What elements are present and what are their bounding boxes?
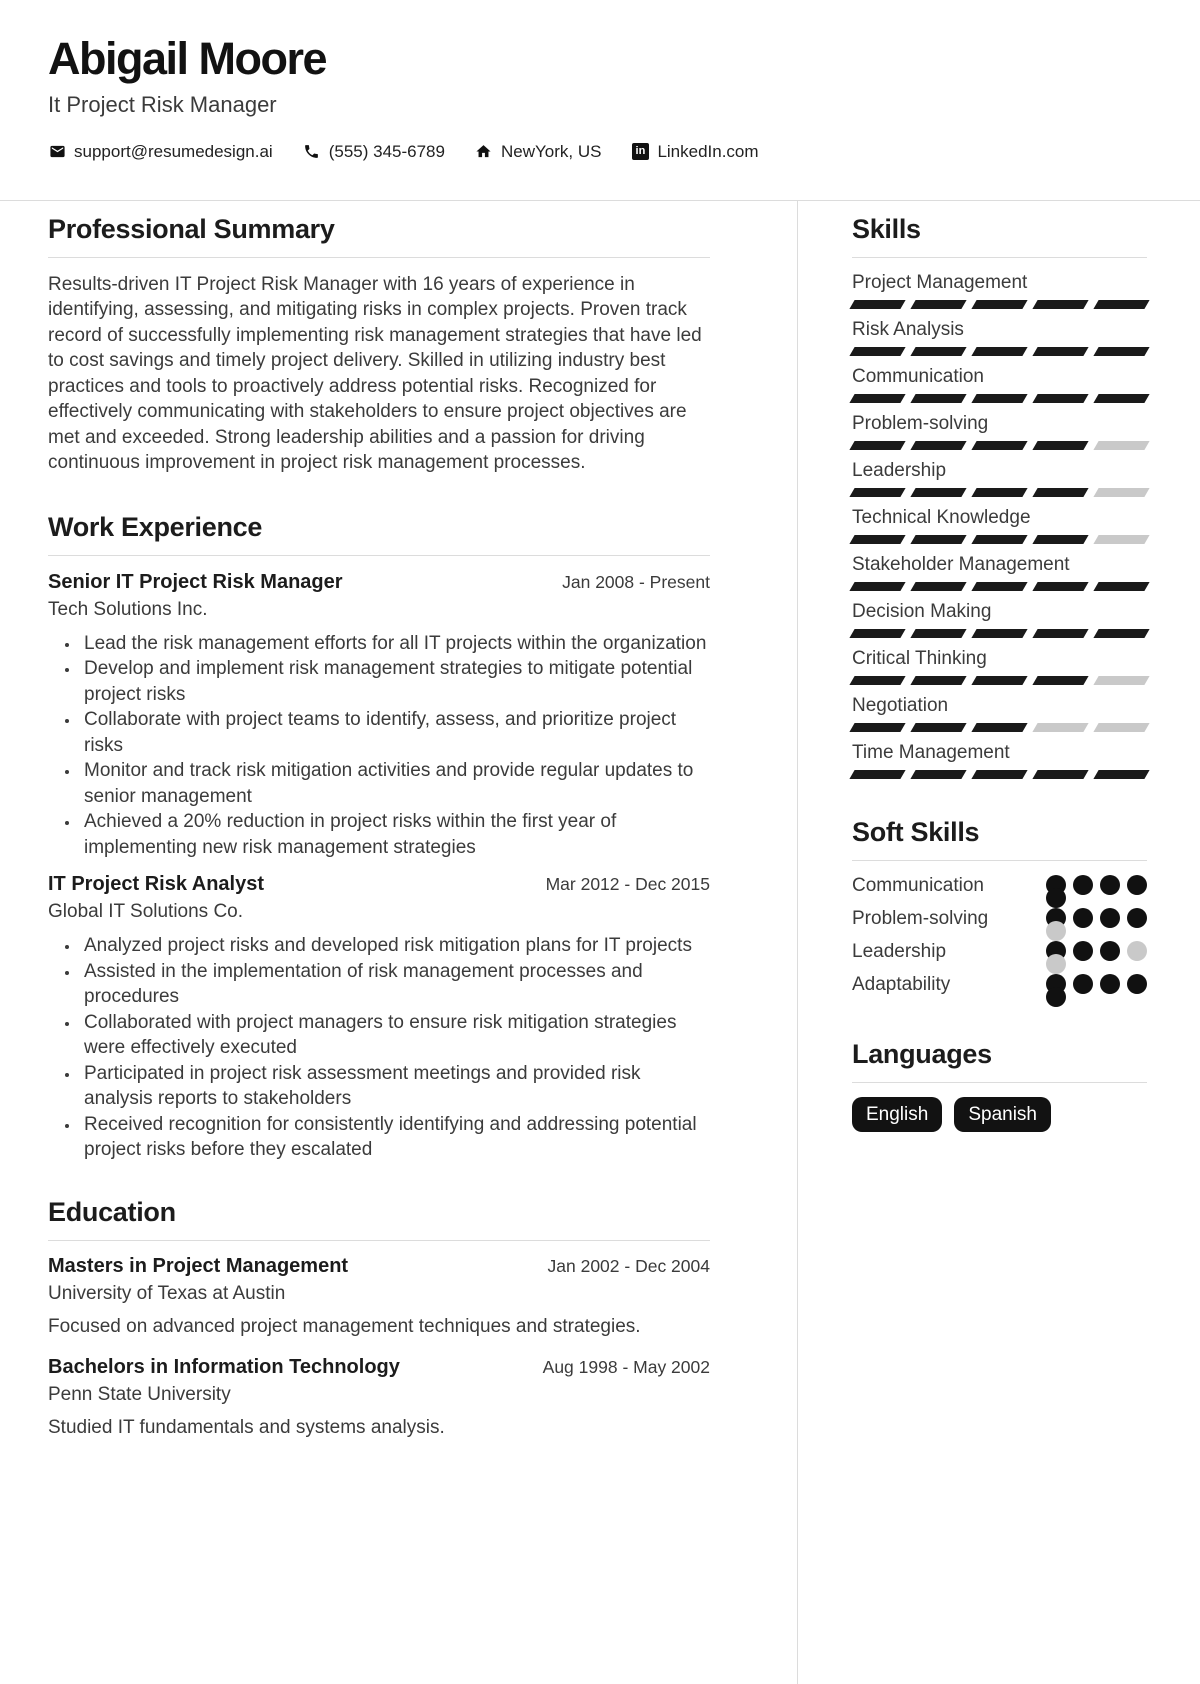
- skill-bar-segment: [1093, 394, 1149, 403]
- skill-bar-segment: [1032, 347, 1088, 356]
- job-list: [48, 570, 710, 1163]
- job-company: Global IT Solutions Co.: [48, 901, 244, 922]
- skill-bar: [852, 676, 1147, 685]
- section-rule: [48, 1240, 710, 1241]
- job-bullet: • Lead the risk management efforts for all IT projects within the organization: [80, 631, 710, 657]
- skill-item: [852, 695, 1147, 732]
- soft-skills-list: [852, 875, 1147, 1007]
- skill-bar: [852, 347, 1147, 356]
- skill-bar-segment: [910, 770, 966, 779]
- rating-dot: [1046, 954, 1066, 974]
- skill-label: Leadership: [852, 459, 947, 481]
- soft-skill-label: Communication: [852, 874, 984, 896]
- skill-bar-segment: [849, 629, 905, 638]
- skill-bar-segment: [1032, 488, 1088, 497]
- education-section: [48, 1197, 710, 1440]
- skill-item: [852, 648, 1147, 685]
- rating-dot: [1046, 888, 1066, 908]
- skill-bar-segment: [849, 723, 905, 732]
- soft-skills-heading: Soft Skills: [852, 816, 980, 847]
- education-header: [48, 1254, 710, 1278]
- soft-skill-label: Leadership: [852, 940, 947, 962]
- skill-bar-segment: [849, 770, 905, 779]
- skill-item: [852, 366, 1147, 403]
- email-icon: [48, 143, 66, 161]
- skill-bar: [852, 300, 1147, 309]
- skill-bar-segment: [1032, 535, 1088, 544]
- soft-skill-item: [852, 974, 1147, 1007]
- skill-bar-segment: [849, 676, 905, 685]
- skill-bar-segment: [910, 723, 966, 732]
- education-school: Penn State University: [48, 1383, 231, 1405]
- summary-text: Results-driven IT Project Risk Manager with 16 years of experience in identifying, assessing, and mitigating risks in complex projects. Proven track record of successfully implementing risk management strategies that have led to cost savings and timely project delivery. Skilled in utilizing industry best practices and tools to proactively address potential risks. Recognized for effectively communicating with stakeholders to ensure project objectives are met and exceeded. Strong leadership abilities and a passion for driving continuous improvement in project risk management processes.: [48, 273, 702, 473]
- skill-bar-segment: [849, 300, 905, 309]
- summary-section: [48, 214, 710, 476]
- job-dates: Jan 2008 - Present: [562, 571, 710, 592]
- skill-item: [852, 460, 1147, 497]
- skill-label: Project Management: [852, 271, 1028, 293]
- skill-label: Negotiation: [852, 694, 949, 716]
- contact-text: support@resumedesign.ai: [74, 141, 273, 161]
- education-entry: [48, 1355, 710, 1440]
- skill-bar: [852, 582, 1147, 591]
- skill-bar-segment: [971, 394, 1027, 403]
- skill-bar-segment: [1093, 488, 1149, 497]
- skill-bar-segment: [971, 582, 1027, 591]
- skill-bar-segment: [1032, 676, 1088, 685]
- skill-bar: [852, 394, 1147, 403]
- skill-bar-segment: [910, 347, 966, 356]
- rating-dot: [1127, 974, 1147, 994]
- language-chip: English: [852, 1097, 942, 1132]
- skill-item: [852, 413, 1147, 450]
- section-rule: [852, 860, 1147, 861]
- sidebar-column: [852, 162, 1147, 1132]
- education-header: [48, 1355, 710, 1379]
- skill-bar-segment: [1032, 723, 1088, 732]
- job-bullet: • Achieved a 20% reduction in project risks within the first year of implementing new risk management strategies: [80, 809, 710, 860]
- language-chip: Spanish: [954, 1097, 1051, 1132]
- skill-bar-segment: [1032, 582, 1088, 591]
- education-description: Focused on advanced project management techniques and strategies.: [48, 1315, 641, 1337]
- skill-bar-segment: [1093, 770, 1149, 779]
- skill-bar-segment: [1093, 300, 1149, 309]
- skill-label: Time Management: [852, 741, 1010, 763]
- education-list: [48, 1254, 710, 1440]
- skill-bar-segment: [1032, 629, 1088, 638]
- skill-bar-segment: [1032, 394, 1088, 403]
- skill-label: Decision Making: [852, 600, 992, 622]
- job-dates: Mar 2012 - Dec 2015: [545, 874, 710, 894]
- soft-skills-section: [852, 817, 1147, 1007]
- skills-list: [852, 272, 1147, 779]
- column-divider: [797, 201, 798, 1684]
- skill-bar-segment: [971, 723, 1027, 732]
- skill-bar-segment: [910, 394, 966, 403]
- resume-header: [0, 0, 1200, 162]
- languages-section: [852, 1039, 1147, 1132]
- soft-skill-label: Adaptability: [852, 973, 951, 995]
- skill-bar-segment: [971, 300, 1027, 309]
- job-bullet: • Assisted in the implementation of risk management processes and procedures: [80, 959, 710, 1010]
- soft-skill-dots: [1046, 974, 1147, 994]
- rating-dot: [1100, 908, 1120, 928]
- summary-heading: Professional Summary: [48, 213, 335, 244]
- skill-bar-segment: [910, 535, 966, 544]
- rating-dot: [1073, 908, 1093, 928]
- contact-text: (555) 345-6789: [328, 141, 445, 161]
- job-bullets: [48, 631, 710, 861]
- skill-label: Risk Analysis: [852, 318, 964, 340]
- skill-item: [852, 601, 1147, 638]
- job-bullet: • Collaborate with project teams to identify, assess, and prioritize project risks: [80, 707, 710, 758]
- skill-bar-segment: [1093, 582, 1149, 591]
- contact-item: [475, 142, 601, 162]
- soft-skill-item: [852, 941, 1147, 974]
- soft-skill-dots: [1046, 908, 1147, 928]
- soft-skill-dots: [1046, 875, 1147, 895]
- skill-label: Communication: [852, 365, 984, 387]
- soft-skill-item: [852, 908, 1147, 941]
- soft-skill-label: Problem-solving: [852, 907, 989, 929]
- skill-bar-segment: [849, 441, 905, 450]
- skill-bar-segment: [971, 441, 1027, 450]
- skill-bar-segment: [971, 488, 1027, 497]
- contact-item: [303, 142, 445, 162]
- skill-item: [852, 742, 1147, 779]
- contact-item: [48, 142, 273, 162]
- job-title: Senior IT Project Risk Manager: [48, 570, 343, 593]
- rating-dot: [1073, 941, 1093, 961]
- contact-row: [48, 142, 1200, 162]
- skill-bar-segment: [849, 394, 905, 403]
- skill-bar-segment: [910, 488, 966, 497]
- job-company: Tech Solutions Inc.: [48, 598, 208, 620]
- education-description: Studied IT fundamentals and systems analysis.: [48, 1416, 445, 1438]
- skill-bar-segment: [910, 582, 966, 591]
- soft-skill-dots: [1046, 941, 1147, 961]
- skill-bar-segment: [910, 629, 966, 638]
- rating-dot: [1100, 941, 1120, 961]
- skill-bar-segment: [910, 300, 966, 309]
- skill-bar-segment: [849, 488, 905, 497]
- job-title: IT Project Risk Analyst: [48, 873, 264, 895]
- skill-bar-segment: [1093, 676, 1149, 685]
- education-school: University of Texas at Austin: [48, 1282, 286, 1304]
- job-bullet: • Analyzed project risks and developed risk mitigation plans for IT projects: [80, 933, 710, 959]
- languages-heading: Languages: [852, 1038, 992, 1069]
- rating-dot: [1100, 974, 1120, 994]
- contact-item: [631, 142, 758, 162]
- main-column: [48, 162, 710, 1440]
- content-columns: [0, 162, 1200, 1440]
- section-rule: [852, 1082, 1147, 1083]
- skill-bar-segment: [971, 347, 1027, 356]
- education-heading: Education: [48, 1196, 176, 1227]
- job-bullet: • Received recognition for consistently identifying and addressing potential project risks before they escalated: [80, 1112, 710, 1163]
- skill-bar-segment: [910, 676, 966, 685]
- skill-bar: [852, 535, 1147, 544]
- skill-bar-segment: [1093, 629, 1149, 638]
- skill-bar: [852, 441, 1147, 450]
- education-degree: Bachelors in Information Technology: [48, 1355, 400, 1378]
- rating-dot: [1073, 974, 1093, 994]
- skill-bar-segment: [971, 629, 1027, 638]
- education-dates: Aug 1998 - May 2002: [542, 1356, 710, 1377]
- skill-bar-segment: [1032, 300, 1088, 309]
- home-icon: [475, 143, 493, 161]
- skill-bar: [852, 629, 1147, 638]
- skill-bar-segment: [1093, 441, 1149, 450]
- skill-bar-segment: [971, 770, 1027, 779]
- candidate-title: It Project Risk Manager: [48, 91, 277, 117]
- experience-heading: Work Experience: [48, 511, 263, 542]
- skill-bar: [852, 770, 1147, 779]
- job-entry: [48, 570, 710, 861]
- job-bullets: [48, 933, 710, 1163]
- candidate-name: Abigail Moore: [48, 33, 327, 84]
- skill-bar-segment: [971, 535, 1027, 544]
- education-dates: Jan 2002 - Dec 2004: [547, 1255, 710, 1276]
- contact-text: NewYork, US: [500, 141, 602, 161]
- skills-heading: Skills: [852, 213, 921, 244]
- rating-dot: [1127, 941, 1147, 961]
- skill-label: Technical Knowledge: [852, 506, 1031, 528]
- job-bullet: • Participated in project risk assessment meetings and provided risk analysis reports to stakeholders: [80, 1061, 710, 1112]
- rating-dot: [1046, 921, 1066, 941]
- skill-item: [852, 554, 1147, 591]
- skill-bar-segment: [1032, 770, 1088, 779]
- education-degree: Masters in Project Management: [48, 1254, 349, 1277]
- contact-text: LinkedIn.com: [657, 141, 759, 161]
- rating-dot: [1127, 908, 1147, 928]
- skill-bar-segment: [849, 535, 905, 544]
- skills-section: [852, 214, 1147, 779]
- skill-bar-segment: [1093, 723, 1149, 732]
- rating-dot: [1127, 875, 1147, 895]
- skill-item: [852, 272, 1147, 309]
- skill-bar-segment: [1032, 441, 1088, 450]
- job-header: [48, 570, 710, 594]
- section-rule: [48, 555, 710, 556]
- skill-label: Critical Thinking: [852, 647, 987, 669]
- section-rule: [852, 257, 1147, 258]
- skill-bar-segment: [910, 441, 966, 450]
- section-rule: [48, 257, 710, 258]
- job-bullet: • Monitor and track risk mitigation activities and provide regular updates to senior management: [80, 758, 710, 809]
- skill-bar-segment: [1093, 347, 1149, 356]
- language-chips: [852, 1097, 1147, 1132]
- skill-bar: [852, 723, 1147, 732]
- skill-bar-segment: [849, 582, 905, 591]
- rating-dot: [1100, 875, 1120, 895]
- skill-label: Problem-solving: [852, 412, 989, 434]
- experience-section: [48, 512, 710, 1163]
- skill-bar: [852, 488, 1147, 497]
- job-header: [48, 872, 710, 896]
- header-divider: [0, 200, 1200, 201]
- phone-icon: [303, 143, 321, 161]
- soft-skill-item: [852, 875, 1147, 908]
- skill-item: [852, 319, 1147, 356]
- job-entry: [48, 872, 710, 1163]
- education-entry: [48, 1254, 710, 1339]
- rating-dot: [1046, 987, 1066, 1007]
- skill-item: [852, 507, 1147, 544]
- rating-dot: [1073, 875, 1093, 895]
- skill-bar-segment: [971, 676, 1027, 685]
- skill-bar-segment: [849, 347, 905, 356]
- job-bullet: • Develop and implement risk management strategies to mitigate potential project risks: [80, 656, 710, 707]
- linkedin-icon: in: [631, 143, 649, 161]
- job-bullet: • Collaborated with project managers to ensure risk mitigation strategies were effectively executed: [80, 1010, 710, 1061]
- skill-bar-segment: [1093, 535, 1149, 544]
- skill-label: Stakeholder Management: [852, 553, 1070, 575]
